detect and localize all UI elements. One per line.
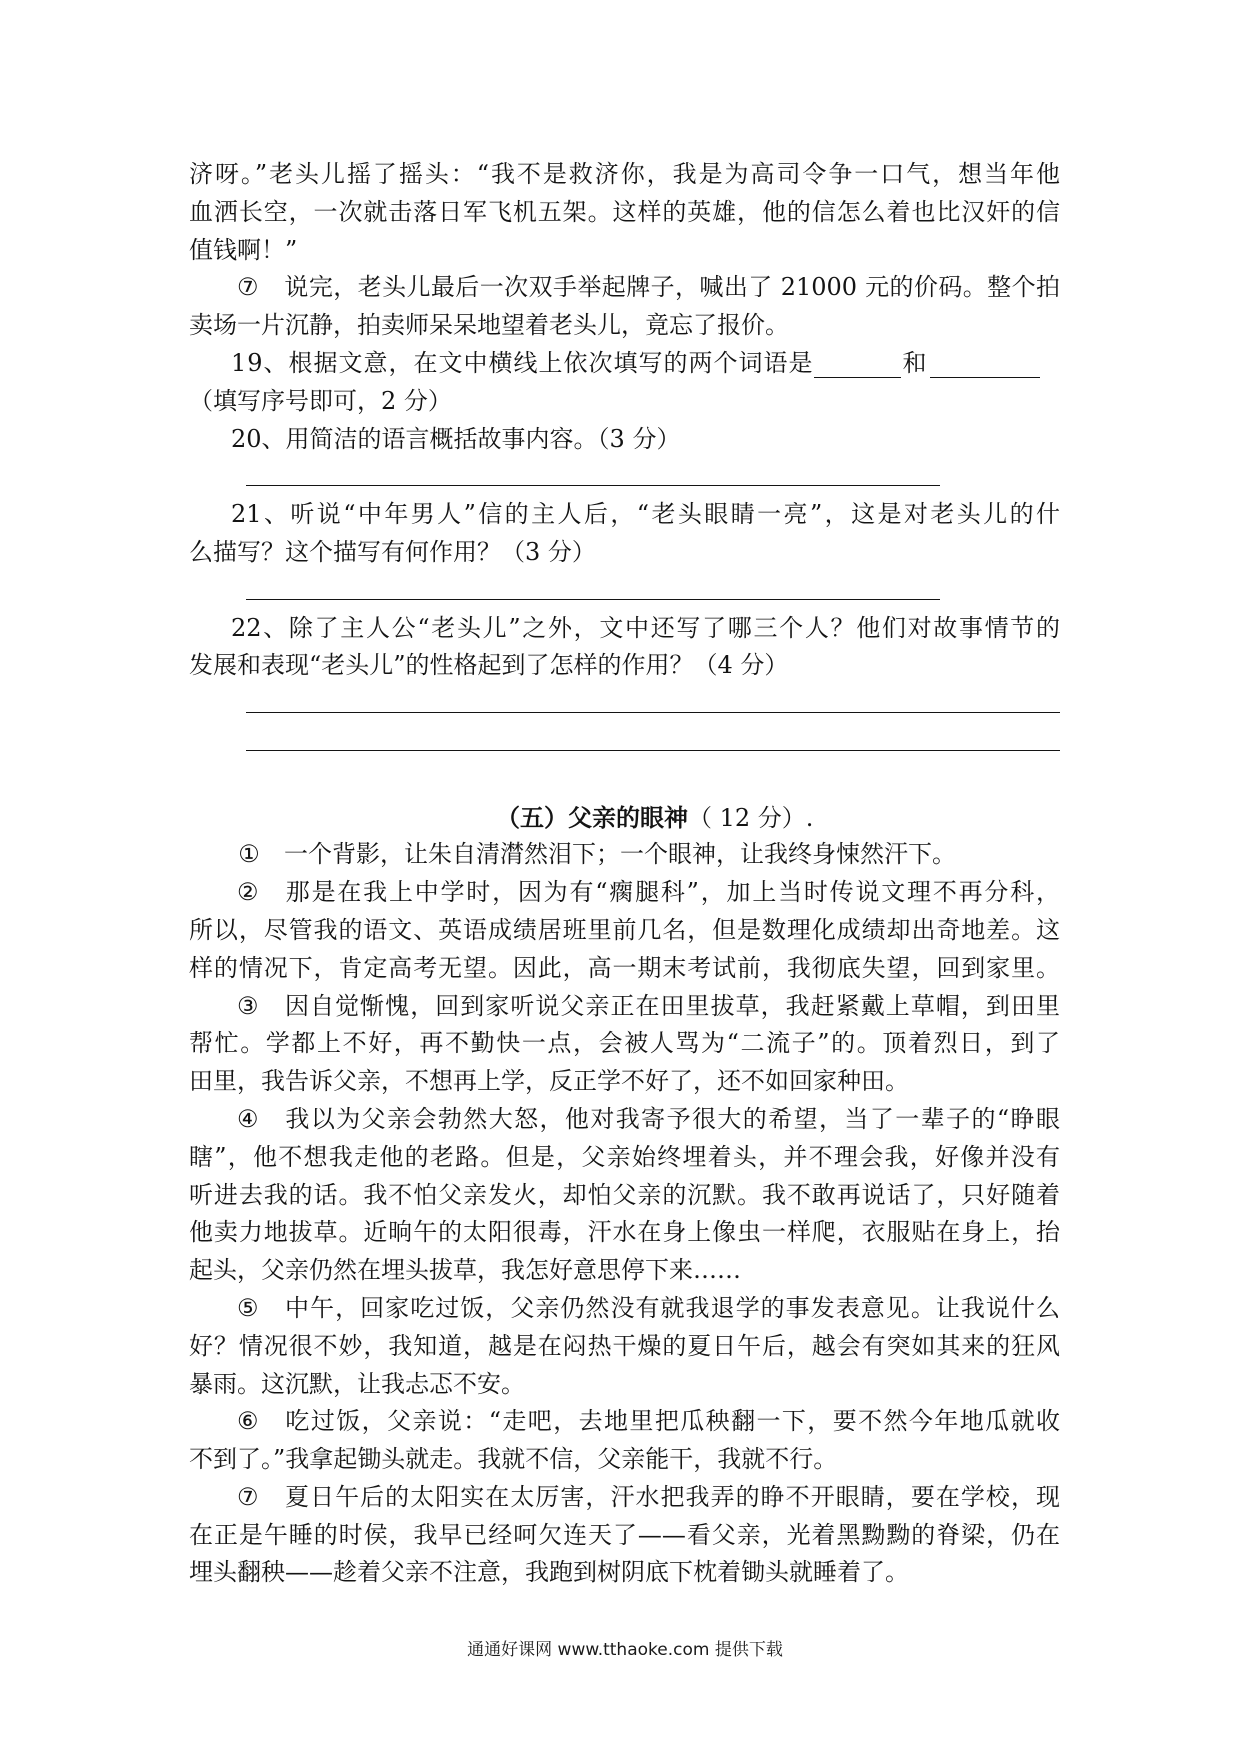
text-line: 不到了。”我拿起锄头就走。我就不信，父亲能干，我就不行。: [189, 1445, 838, 1474]
page-content: [189, 156, 1060, 1592]
question-number: 21、: [231, 500, 291, 529]
question-line: [189, 496, 1060, 534]
answer-area: [189, 572, 1060, 610]
question-line: [189, 421, 1060, 459]
text-line: [189, 1403, 1060, 1441]
paragraph-6: [189, 1403, 1060, 1479]
section-title: [189, 799, 1060, 837]
paragraph-5: [189, 1290, 1060, 1403]
question-number: 20、: [231, 424, 286, 453]
paragraph-text: 说完，老头儿最后一次双手举起牌子，喊出了 21000 元的价码。整个拍: [284, 273, 1060, 302]
text-line: 卖场一片沉静，拍卖师呆呆地望着老头儿，竟忘了报价。: [189, 311, 789, 340]
question-line: [189, 345, 1060, 383]
section-title-text: （五）父亲的眼神: [496, 802, 688, 832]
paragraph-marker: ⑦: [237, 273, 259, 302]
text-line: [189, 1290, 1060, 1328]
question-text: 听说“中年男人”信的主人后，“老头眼睛一亮”，这是对老头儿的什: [290, 500, 1060, 529]
answer-line: [246, 750, 1060, 751]
text-line: [189, 269, 1060, 307]
text-line: [189, 874, 1060, 912]
text-line: [189, 1101, 1060, 1139]
text-line: 血洒长空，一次就击落日军飞机五架。这样的英雄，他的信怎么着也比汉奸的信: [189, 197, 1060, 226]
text-line: [189, 836, 1060, 874]
blank-connector: 和: [902, 348, 928, 377]
paragraph-3: [189, 988, 1060, 1101]
paragraph-text: 中午，回家吃过饭，父亲仍然没有就我退学的事发表意见。让我说什么: [284, 1293, 1060, 1322]
question-prompt: 根据文意，在文中横线上依次填写的两个词语是: [288, 348, 814, 377]
paragraph-marker: ⑦: [237, 1482, 259, 1511]
question-line: [189, 610, 1060, 648]
text-line: 所以，尽管我的语文、英语成绩居班里前几名，但是数理化成绩却出奇地差。这: [189, 915, 1060, 944]
question-number: 19、: [231, 348, 289, 377]
fill-in-blank: [814, 353, 901, 378]
answer-area: [189, 458, 1060, 496]
paragraph-marker: ④: [237, 1104, 259, 1133]
question-line: 发展和表现“老头儿”的性格起到了怎样的作用？（4 分）: [189, 651, 789, 680]
question-21: [189, 496, 1060, 609]
paragraph-text: 一个背影，让朱自清潸然泪下；一个眼神，让我终身悚然汗下。: [284, 840, 956, 869]
paragraph-text: 我以为父亲会勃然大怒，他对我寄予很大的希望，当了一辈子的“睁眼: [284, 1104, 1060, 1133]
text-line: 起头，父亲仍然在埋头拔草，我怎好意思停下来……: [189, 1256, 741, 1285]
answer-line: [246, 485, 940, 486]
text-line: 埋头翻秧——趁着父亲不注意，我跑到树阴底下枕着锄头就睡着了。: [189, 1558, 909, 1587]
paragraph-marker: ①: [238, 840, 260, 869]
story-paragraph-7: [189, 269, 1060, 345]
answer-area: [189, 685, 1060, 723]
paragraph-2: [189, 874, 1060, 987]
question-text: 用简洁的语言概括故事内容。（3 分）: [285, 424, 681, 453]
section-gap: [189, 761, 1060, 799]
fill-in-blank: [930, 353, 1040, 378]
text-line: 值钱啊！”: [189, 235, 298, 264]
paragraph-text: 那是在我上中学时，因为有“瘸腿科”，加上当时传说文理不再分科，: [284, 878, 1060, 907]
text-line: 他卖力地拔草。近晌午的太阳很毒，汗水在身上像虫一样爬，衣服贴在身上，抬: [189, 1218, 1060, 1247]
text-line: 好？情况很不妙，我知道，越是在闷热干燥的夏日午后，越会有突如其来的狂风: [189, 1331, 1060, 1360]
answer-area: [189, 723, 1060, 761]
question-22: [189, 610, 1060, 761]
text-line: 济呀。”老头儿摇了摇头：“我不是救济你，我是为高司令争一口气，想当年他: [189, 160, 1060, 188]
page-footer: 通通好课网 www.tthaoke.com 提供下载: [467, 1640, 783, 1660]
text-line: [189, 988, 1060, 1026]
paragraph-text: 吃过饭，父亲说：“走吧，去地里把瓜秧翻一下，要不然今年地瓜就收: [284, 1407, 1060, 1436]
question-19: [189, 345, 1060, 421]
paragraph-7: [189, 1479, 1060, 1592]
text-line: [189, 1479, 1060, 1517]
text-line: 样的情况下，肯定高考无望。因此，高一期末考试前，我彻底失望，回到家里。: [189, 953, 1060, 982]
paragraph-marker: ⑥: [237, 1407, 259, 1436]
answer-line: [246, 712, 1060, 713]
question-note: （填写序号即可，2 分）: [189, 386, 452, 415]
paragraph-4: [189, 1101, 1060, 1290]
question-20: [189, 421, 1060, 497]
question-text: 除了主人公“老头儿”之外，文中还写了哪三个人？他们对故事情节的: [288, 613, 1060, 642]
paragraph-marker: ⑤: [237, 1293, 259, 1322]
paragraph-text: 夏日午后的太阳实在太厉害，汗水把我弄的睁不开眼睛，要在学校，现: [284, 1482, 1060, 1511]
text-line: 在正是午睡的时侯，我早已经呵欠连天了——看父亲，光着黑黝黝的脊梁，仍在: [189, 1520, 1060, 1549]
paragraph-marker: ③: [237, 991, 259, 1020]
question-line: 么描写？这个描写有何作用？（3 分）: [189, 537, 596, 566]
paragraph-text: 因自觉惭愧，回到家听说父亲正在田里拔草，我赶紧戴上草帽，到田里: [284, 991, 1060, 1020]
paragraph-1: [189, 836, 1060, 874]
question-number: 22、: [231, 613, 289, 642]
text-line: 听进去我的话。我不怕父亲发火，却怕父亲的沉默。我不敢再说话了，只好随着: [189, 1180, 1060, 1209]
text-line: 暴雨。这沉默，让我忐忑不安。: [189, 1369, 525, 1398]
story-continuation: [189, 156, 1060, 269]
text-line: 帮忙。学都上不好，再不勤快一点，会被人骂为“二流子”的。顶着烈日，到了: [189, 1029, 1060, 1058]
section-score: （ 12 分）.: [688, 803, 814, 832]
text-line: 田里，我告诉父亲，不想再上学，反正学不好了，还不如回家种田。: [189, 1067, 909, 1096]
paragraph-marker: ②: [237, 878, 259, 907]
text-line: 瞎”，他不想我走他的老路。但是，父亲始终埋着头，并不理会我，好像并没有: [189, 1142, 1060, 1171]
answer-line: [246, 599, 940, 600]
